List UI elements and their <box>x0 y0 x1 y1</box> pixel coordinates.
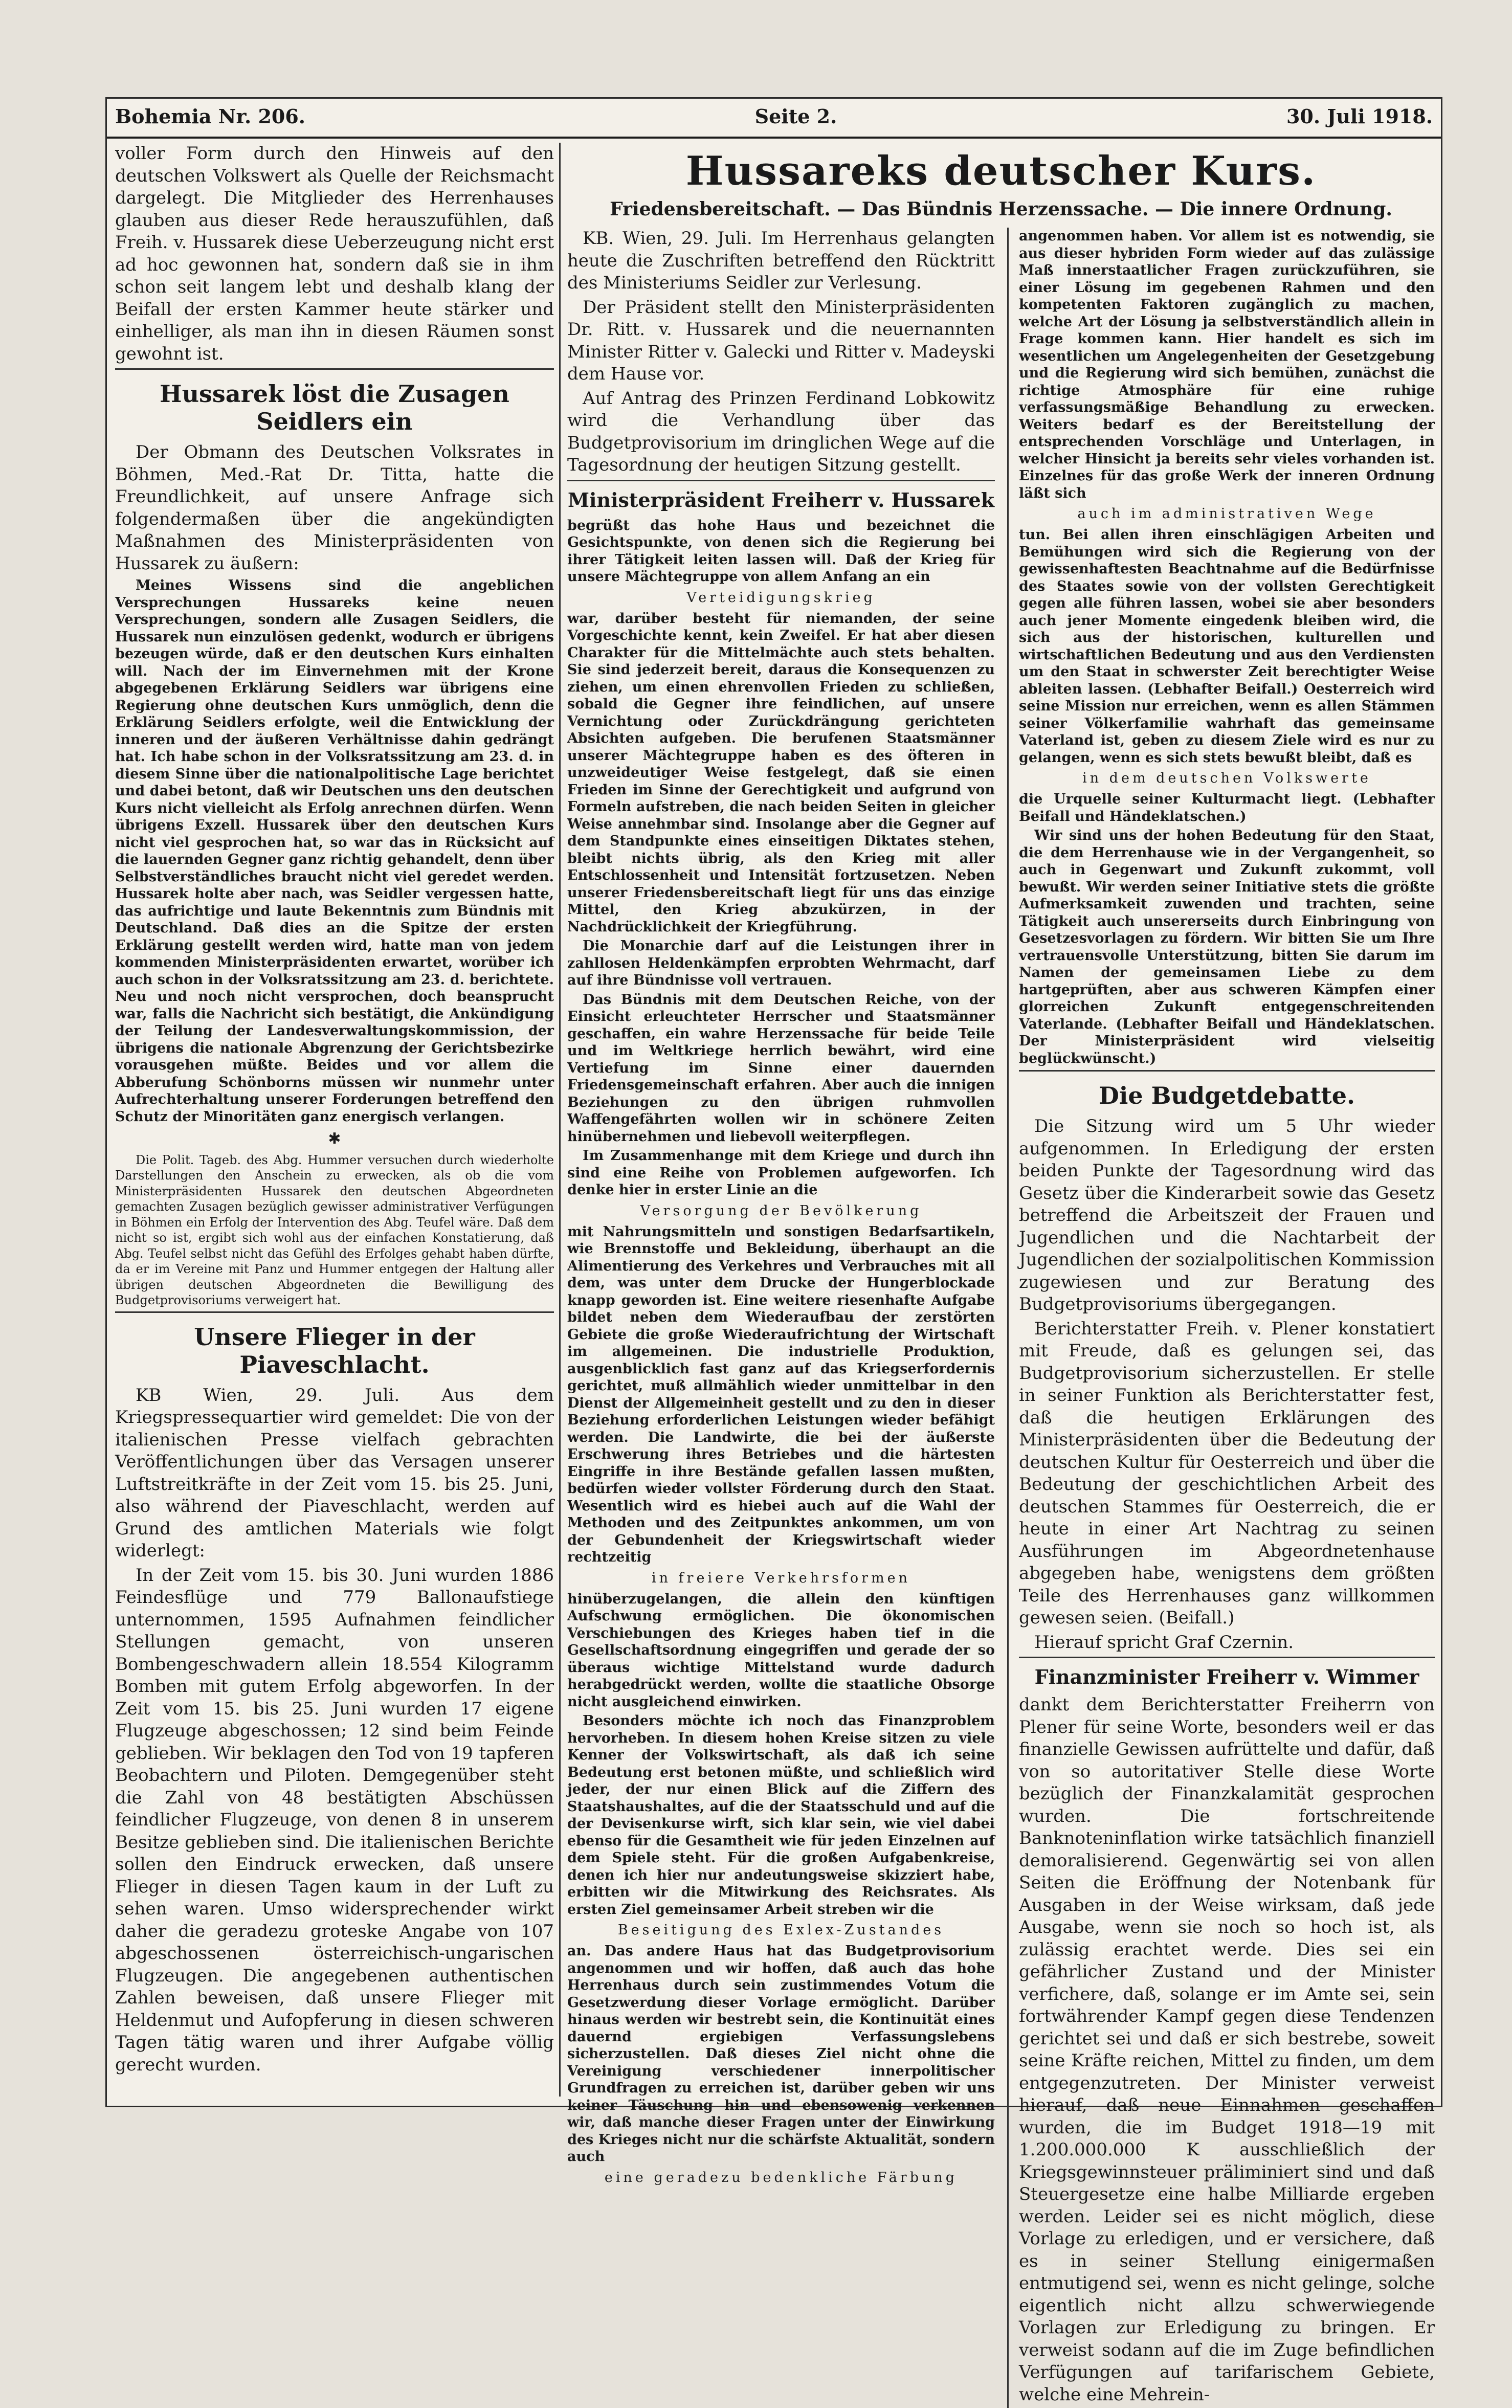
paragraph: dankt dem Berichterstatter Freiherrn von Plener für seine Worte, besonders weil er das finanzielle Gewissen aufrüttelte und dafür, daß von so autoritativer Stelle diese Worte bezüglich der Finanzkalamität gesprochen wurden. Die fortschreitende Banknoteninflation wirke tatsächlich finanziell demoralisierend. Gegenwärtig sei von allen Seiten die Eröffnung der Notenbank für Ausgaben in der Weise wirksam, daß jede Ausgabe, wenn sie noch so hoch ist, als zulässig erachtet werde. Dies sei ein gefährlicher Zustand und der Minister verfichere, daß, solange er im Amte sei, sein fortwährender Kampf gegen diese Tendenzen gerichtet sei und daß er sich bestrebe, soweit seine Kräfte reichen, Mittel zu finden, um dem entgegenzutreten. Der Minister verweist hierauf, daß neue Einnahmen geschaffen wurden, die im Budget 1918—19 mit 1.200.000.000 K ausschließlich der Kriegsgewinnsteuer präliminiert sind und daß Steuergesetze eine halbe Milliarde ergeben werden. Leider sei es nicht möglich, diese Vorlage zu erledigen, und er versichere, daß es in seiner Stellung einigermaßen entmutigend sei, wenn es nicht gelinge, solche eigentlich nicht allzu schwerwiegende Vorlagen zur Erledigung zu bringen. Er verweist sodann auf die im Zuge befindlichen Verfügungen auf tarifarischem Gebiete, welche eine Mehrein- <box>1019 1694 1435 2405</box>
subsection-label: in freiere Verkehrsformen <box>651 1570 911 1586</box>
paragraph: Hierauf spricht Graf Czernin. <box>1034 1632 1294 1653</box>
main-headline: Hussareks deutscher Kurs. <box>685 148 1317 194</box>
speech-paragraph: an. Das andere Haus hat das Budgetprovisorium angenommen und wir hoffen, daß auch das hohe Herrenhaus durch sein zustimmendes Votum die Gesetzwerdung dieser Vorlage ermöglicht. Darüber hinaus werden wir bestrebt sein, die Kontinuität eines dauernd ergiebigen Verfassungslebens sicherzustellen. Daß dieses Ziel nicht ohne die Vereinigung verschiedener innerpolitischer Grundfragen zu erreichen ist, darüber geben wir uns keiner Täuschung hin und ebensowenig verkennen wir, daß manche dieser Fragen unter der Einwirkung des Krieges nicht nur die schärfste Aktualität, sondern auch <box>567 1943 995 2165</box>
issue-number: Bohemia Nr. 206. <box>115 104 306 128</box>
speech-paragraph: die Urquelle seiner Kulturmacht liegt. (Lebhafter Beifall und Händeklatschen.) <box>1019 791 1435 824</box>
intro-paragraph: voller Form durch den Hinweis auf den deutschen Volkswert als Quelle der Reichsmacht dargelegt. Die Mitglieder des Herrenhauses glauben aus dieser Rede herauszufühlen, daß Freih. v. Hussarek diese Ueberzeugung nicht erst ad hoc gewonnen hat, sondern daß sie in ihm schon seit langem lebt und deshalb klang der Beifall der ersten Kammer heute stärker und einhelliger, als man ihn in diesen Räumen sonst gewohnt ist. <box>115 143 554 364</box>
paragraph: KB. Wien, 29. Juli. Im Herrenhaus gelangten heute die Zuschriften betreffend den Rücktritt des Ministeriums Seidler zur Verlesung. <box>567 228 995 293</box>
speech-paragraph: hinüberzugelangen, die allein den künftigen Aufschwung ermöglichen. Die ökonomischen Verschiebungen des Krieges haben tief in die Gesellschaftsordnung eingegriffen und gerade der so überaus wichtige Mittelstand wurde dadurch herabgedrückt werden, wollte die staatliche Obsorge nicht ausgleichend einwirken. <box>567 1591 995 1710</box>
finance-minister-heading: Finanzminister Freiherr v. Wimmer <box>1034 1665 1419 1688</box>
star-separator: ✱ <box>328 1130 341 1148</box>
speech-paragraph: Wir sind uns der hohen Bedeutung für den Staat, die dem Herrenhause wie in der Vergangenheit, so auch in Gegenwart und Zukunft zukommt, voll bewußt. Wir werden seiner Initiative stets die größte Aufmerksamkeit zuwenden und trachten, seine Tätigkeit auch unsererseits durch Einbringung von Gesetzesvorlagen zu fördern. Wir bitten Sie um Ihre vertrauensvolle Unterstützung, bitten Sie darum im Namen der gemeinsamen Liebe zu dem hartgeprüften, aber aus schweren Kämpfen einer glorreichen Zukunft entgegenschreitenden Vaterlande. (Lebhafter Beifall und Händeklatschen. Der Ministerpräsident wird vielseitig beglückwünscht.) <box>1019 828 1435 1066</box>
divider <box>115 1311 554 1313</box>
speech-paragraph: Die Monarchie darf auf die Leistungen ihrer in zahllosen Heldenkämpfen erprobten Wehrmacht, darf auf ihre Bündnisse voll vertrauen. <box>567 938 995 988</box>
main-article-body <box>567 228 1435 2408</box>
speech-paragraph: mit Nahrungsmitteln und sonstigen Bedarfsartikeln, wie Brennstoffe und Bekleidung, überhaupt an die Alimentierung des Verkehres und Verbrauches mit all dem, was unter dem Drucke der Hungerblockade knapp geworden ist. Eine weitere riesenhafte Aufgabe bildet neben dem Wiederaufbau der zerstörten Gebiete die große Wiederaufrichtung der Wirtschaft im allgemeinen. Die industrielle Produktion, ausgenblicklich fast ganz auf das Kriegserfordernis gerichtet, muß allmählich wieder unmittelbar in den Dienst der Allgemeinheit gestellt und zu den in dieser Beziehung erforderlichen Leistungen wieder befähigt werden. Die Landwirte, die bei der äußerste Erschwerung ihres Betriebes und die härtesten Eingriffe in ihre Bestände gefallen lassen mußten, bedürfen wieder vollster Förderung durch den Staat. Wesentlich wird es hiebei auch auf die Wahl der Methoden und des Zeitpunktes ankommen, um von der Gebundenheit der Kriegswirtschaft wieder rechtzeitig <box>567 1223 995 1565</box>
speech-paragraph: tun. Bei allen ihren einschlägigen Arbeiten und Bemühungen wird sich die Regierung von der gewissenhaftesten Beachtnahme auf die Bedürfnisse des Staates sowie von der vollsten Gerechtigkeit gegen alle führen lassen, wobei sie aber besonders auch jener Momente eingedenk bleiben wird, die sich aus der historischen, kulturellen und wirtschaftlichen Bedeutung und aus den Verdiensten um den Staat in schwerster Zeit berechtigter Weise ableiten lassen. (Lebhafter Beifall.) Oesterreich wird seine Mission nur erreichen, wenn es allen Stämmen seiner Völkerfamilie wahrhaft das gemeinsame Vaterland ist, geben zu diesem Ziele wird es nur zu gelangen, wenn es sich stets bewußt bleibt, daß es <box>1019 527 1435 766</box>
paragraph: Der Präsident stellt den Ministerpräsidenten Dr. Ritt. v. Hussarek und die neuernannten Minister Ritter v. Galecki und Ritter v. Madeyski dem Hause vor. <box>567 297 995 384</box>
paragraph: In der Zeit vom 15. bis 30. Juni wurden 1886 Feindesflüge und 779 Ballonaufstiege unternommen, 1595 Aufnahmen feindlicher Stellungen gemacht, von unseren Bombengeschwadern allein 18.554 Kilogramm Bomben mit gutem Erfolg abgeworfen. In der Zeit vom 15. bis 25. Juni wurden 17 eigene Flugzeuge abgeschossen; 12 sind beim Feinde geblieben. Wir beklagen den Tod von 19 tapferen Beobachtern und Piloten. Demgegenüber steht die Zahl von 48 bestätigten Abschüssen feindlicher Flugzeuge, von denen 8 in unserem Besitze geblieben sind. Die italienischen Berichte sollen den Eindruck erwecken, daß unsere Flieger in diesen Tagen kaum in der Luft zu sehen waren. Umso widersprechender wirkt daher die geradezu groteske Angabe von 107 abgeschossenen österreichisch-ungarischen Flugzeugen. Die angegebenen authentischen Zahlen beweisen, daß unsere Flieger mit Heldenmut und Aufopferung in diesen schweren Tagen tätig waren und ihrer Aufgabe völlig gerecht wurden. <box>115 1565 554 2075</box>
paragraph: Auf Antrag des Prinzen Ferdinand Lobkowitz wird die Verhandlung über das Budgetprovisorium im dringlichen Wege auf die Tagesordnung der heutigen Sitzung gestellt. <box>567 388 995 475</box>
page-number: Seite 2. <box>754 104 837 128</box>
paragraph: Die Polit. Tageb. des Abg. Hummer versuchen durch wiederholte Darstellungen den Anschein zu erwecken, als ob die vom Ministerpräsidenten Hussarek den deutschen Abgeordneten gemachten Zusagen bezüglich gewisser administrativer Verfügungen in Böhmen ein Erfolg der Intervention des Abg. Teufel wäre. Daß dem nicht so ist, ergibt sich wohl aus der einfachen Konstatierung, daß Abg. Teufel selbst nicht das Gefühl des Erfolges gehabt haben dürfte, da er im Vereine mit Panz und Hummer entgegen der Haltung aller übrigen deutschen Abgeordneten die Bewilligung des Budgetprovisoriums verweigert hat. <box>115 1152 554 1307</box>
paragraph: Berichterstatter Freih. v. Plener konstatiert mit Freude, daß es gelungen sei, das Budgetprovisorium sicherzustellen. Er stelle in seiner Funktion als Berichterstatter fest, daß die heutigen Erklärungen des Ministerpräsidenten über die Bedeutung der deutschen Kultur für Oesterreich und über die Bedeutung der geschichtlichen Arbeit des deutschen Stammes für Oesterreich, die er heute in einer Art Nachtrag zu seinen Ausführungen im Abgeordnetenhause abgegeben habe, wenigstens dem größten Teile des Herrenhauses ganz willkommen gewesen seien. (Beifall.) <box>1019 1318 1435 1628</box>
divider <box>1019 1070 1435 1072</box>
paragraph: Der Obmann des Deutschen Volksrates in Böhmen, Med.-Rat Dr. Titta, hatte die Freundlichkeit, auf unsere Anfrage sich folgendermaßen über die angekündigten Maßnahmen des Ministerpräsidenten von Hussarek zu äußern: <box>115 442 554 574</box>
main-col-left <box>567 228 995 2408</box>
subsection-label: eine geradezu bedenkliche Färbung <box>604 2169 958 2186</box>
issue-date: 30. Juli 1918. <box>1286 104 1433 128</box>
header-rule <box>107 137 1441 139</box>
divider <box>1019 1657 1435 1658</box>
speech-paragraph: Im Zusammenhange mit dem Kriege und durch ihn sind eine Reihe von Problemen aufgeworfen. Ich denke hier in erster Linie an die <box>567 1148 995 1198</box>
main-subheadline: Friedensbereitschaft. — Das Bündnis Herzenssache. — Die innere Ordnung. <box>610 198 1392 220</box>
section-heading-hussarek-zusagen: Hussarek löst die Zusagen Seidlers ein <box>160 380 509 435</box>
divider <box>115 368 554 370</box>
speech-paragraph: war, darüber besteht für niemanden, der seine Vorgeschichte kennt, kein Zweifel. Er hat aber diesen Charakter für die Mittelmächte auch stets behalten. Sie sind jederzeit bereit, daraus die Konsequenzen zu ziehen, um einen ehrenvollen Frieden zu schließen, sobald die Gegner ihre feindlichen, auf unsere Vernichtung oder Zurückdrängung gerichteten Absichten aufgeben. Die berufenen Staatsmänner unserer Mächtegruppe haben es des öfteren in unzweideutiger Weise festgelegt, daß sie einen Frieden im Sinne der Gerechtigkeit und aufgrund von Formeln aufstreben, die nach beiden Seiten in gleicher Weise annehmbar sind. Insolange aber die Gegner auf dem Standpunkte eines einseitigen Diktates stehen, bleibt nichts übrig, als den Krieg mit aller Entschlossenheit und Intensität fortzusetzen. Neben unserer Friedensbereitschaft liegt für uns das einzige Mittel, den Krieg abzukürzen, in der Nachdrücklichkeit der Kriegführung. <box>567 610 995 935</box>
subsection-label: in dem deutschen Volkswerte <box>1082 770 1371 786</box>
paragraph: KB Wien, 29. Juli. Aus dem Kriegspressequartier wird gemeldet: Die von der italienischen Presse vielfach gebrachten Veröffentlichungen über das Versagen unserer Luftstreitkräfte in der Zeit vom 15. bis 25. Juni, also während der Piaveschlacht, werden auf Grund des amtlichen Materials wie folgt widerlegt: <box>115 1385 554 1561</box>
budget-heading: Die Budgetdebatte. <box>1099 1082 1355 1109</box>
main-col-right <box>1007 228 1435 2408</box>
speech-heading: Ministerpräsident Freiherr v. Hussarek <box>567 488 995 511</box>
subsection-label: auch im administrativen Wege <box>1077 506 1376 522</box>
divider <box>567 480 995 481</box>
subsection-label: Versorgung der Bevölkerung <box>640 1202 922 1219</box>
speech-paragraph: Besonders möchte ich noch das Finanzproblem hervorheben. In diesem hohen Kreise sitzen zu viele Kenner der Volkswirtschaft, als daß ich seine Bedeutung erst betonen müßte, und schließlich wird jeder, der nur einen Blick auf die Ziffern des Staatshaushaltes, auf die der Staatsschuld und auf die der Devisenkurse wirft, sich klar sein, wie viel dabei ebenso für die Gesamtheit wie für jeden Einzelnen auf dem Spiele steht. Für die großen Aufgabenkreise, denen ich hier nur andeutungsweise skizziert habe, erbitten wir die Mitwirkung des Reichsrates. Als ersten Ziel gemeinsamer Arbeit streben wir die <box>567 1713 995 1918</box>
newspaper-page <box>105 97 1442 2405</box>
paragraph: Die Sitzung wird um 5 Uhr wieder aufgenommen. In Erledigung der ersten beiden Punkte der Tagesordnung wird das Gesetz über die Kinderarbeit sowie das Gesetz betreffend die Arbeitszeit der Frauen und Jugendlichen und die Nachtarbeit der Jugendlichen der sozialpolitischen Kommission zugewiesen und zur Beratung des Budgetprovisoriums übergegangen. <box>1019 1116 1435 1314</box>
subsection-label: Verteidigungskrieg <box>686 589 876 606</box>
subsection-label: Beseitigung des Exlex-Zustandes <box>617 1922 945 1938</box>
left-column <box>115 143 554 2097</box>
speech-paragraph: begrüßt das hohe Haus und bezeichnet die Gesichtspunkte, von denen sich die Regierung bei ihrer Tätigkeit leiten lassen will. Daß der Krieg für unsere Mächtegruppe von allem Anfang an ein <box>567 517 995 585</box>
page-header <box>107 99 1441 133</box>
speech-paragraph: angenommen haben. Vor allem ist es notwendig, sie aus dieser hybriden Form wieder auf das zulässige Maß innerstaatlicher Fragen zurückzuführen, sie einer Lösung im gegebenen Rahmen und den kompetenten Faktoren zugänglich zu machen, welche Art der Lösung ja selbstverständlich allein in Frage kommen kann. Hier handelt es sich im wesentlichen um Angelegenheiten der Gesetzgebung und die Regierung wird sich bemühen, zunächst die richtige Atmosphäre für eine ruhige verfassungsmäßige Behandlung zu erwecken. Weiters bedarf es der Bereitstellung der entsprechenden Vorschläge und Unterlagen, in welcher Hinsicht ja bereits sehr vieles vorhanden ist. Einzelnes für das große Werk der inneren Ordnung läßt sich <box>1019 228 1435 501</box>
main-article <box>567 143 1435 2405</box>
column-rule <box>559 143 561 2097</box>
section-heading-flieger: Unsere Flieger in der Piaveschlacht. <box>194 1323 475 1378</box>
speech-paragraph: Das Bündnis mit dem Deutschen Reiche, von der Einsicht erleuchteter Herrscher und Staatsmänner geschaffen, ein wahre Herzenssache für beide Teile und im Weltkriege herrlich bewährt, wird eine Vertiefung im Sinne einer dauernden Friedensgemeinschaft erfahren. Aber auch die innigen Beziehungen zu den übrigen ruhmvollen Waffengefährten wollen wir in schönere Zeiten hinübernehmen und liebevoll weiterpflegen. <box>567 991 995 1145</box>
titta-statement: Meines Wissens sind die angeblichen Versprechungen Hussareks keine neuen Versprechungen, sondern alle Zusagen Seidlers, die Hussarek nun einzulösen gedenkt, wodurch er übrigens bezeugen würde, daß er den deutschen Kurs einhalten will. Nach der im Einvernehmen mit der Krone abgegebenen Erklärung Seidlers war übrigens eine Regierung ohne deutschen Kurs unmöglich, denn die Erklärung Seidlers erfolgte, weil die Entwicklung der inneren und der äußeren Verhältnisse dahin gedrängt hat. Ich habe schon in der Volksratssitzung am 23. d. in diesem Sinne über die nationalpolitische Lage berichtet und dabei betont, daß wir Deutschen uns den deutschen Kurs nicht vielleicht als Erfolg anrechnen dürfen. Wenn übrigens Exzell. Hussarek über den deutschen Kurs nicht viel gesprochen hat, so war das in Rücksicht auf die lauernden Gegner ganz richtig gehandelt, denn über Selbstverständliches braucht nicht viel geredet werden. Hussarek holte aber nach, was Seidler vergessen hatte, das aufrichtige und laute Bekenntnis zum Bündnis mit Deutschland. Daß dies an die Spitze der ersten Erklärung gestellt werden wird, hatte man von jedem kommenden Ministerpräsidenten erwartet, worüber ich auch schon in der Volksratssitzung am 23. d. berichtete. Neu und noch nicht versprochen, doch beansprucht war, falls die Nachricht sich bestätigt, die Ankündigung der Teilung der Landesverwaltungskommission, der übrigens die nationale Abgrenzung der Gerichtsbezirke vorausgehen müßte. Beides und vor allem die Abberufung Schönborns müssen wir nunmehr unter Aufrechterhaltung unserer Forderungen betreffend den Schutz der Minoritäten ganz energisch verlangen. <box>115 577 554 1125</box>
